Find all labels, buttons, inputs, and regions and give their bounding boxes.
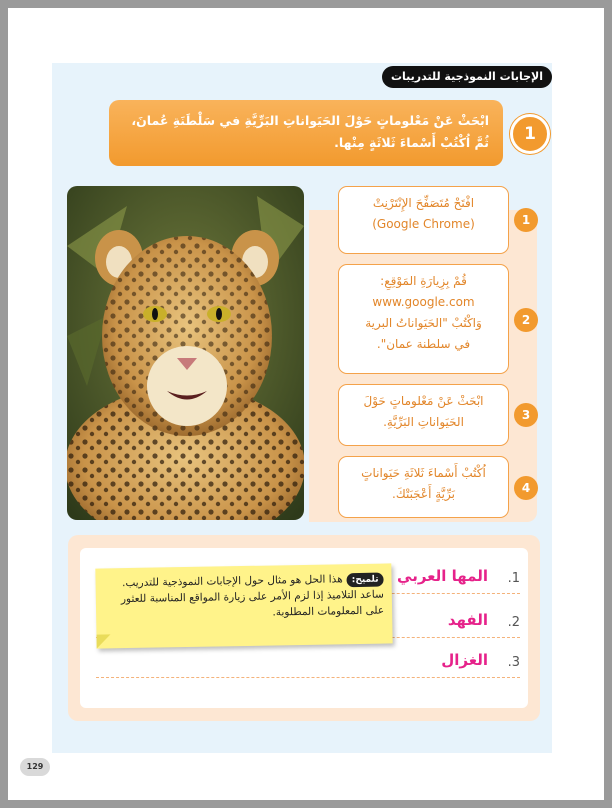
step-card-4 <box>338 456 509 518</box>
step-2-line3: وَاكْتُبْ "الحَيَواناتُ البرية <box>365 316 482 330</box>
step-1-line2: (Google Chrome) <box>372 217 475 231</box>
step-number-3: 3 <box>514 403 538 427</box>
step-4-line1: اُكْتُبْ أَسْماءَ ثَلاثَةِ حَيَواناتٍ <box>361 466 486 480</box>
step-number-4: 4 <box>514 476 538 500</box>
step-2-line1: قُمْ بِزِيارَةِ المَوْقِعِ: <box>380 274 467 288</box>
page-number: 129 <box>20 758 50 776</box>
hint-line-2: ساعد التلاميذ إذا لزم الأمر على زيارة المواقع المناسبة للعثور <box>120 588 384 606</box>
leopard-photo <box>67 186 304 520</box>
answer-text-2: الفهد <box>447 611 488 629</box>
hint-line-1: هذا الحل هو مثال حول الإجابات النموذجية للتدريب. <box>121 573 343 590</box>
answer-index-2: .2 <box>507 615 520 630</box>
step-2-url: www.google.com <box>372 295 475 309</box>
task-instruction: ابْحَثْ عَنْ مَعْلوماتٍ حَوْلَ الحَيَواناتِ البَرِّيَّةِ في سَلْطَنَةِ عُمانَ، ثُمَّ اُكْتُبْ أَسْماءَ ثَلاثَةٍ مِنْها. <box>109 100 503 166</box>
hint-tag: تلميح: <box>347 573 384 588</box>
step-number-2: 2 <box>514 308 538 332</box>
step-4-line2: بَرِّيَّةٍ أَعْجَبَتْكَ. <box>392 487 455 501</box>
step-2-line4: في سلطنة عمان". <box>376 337 471 351</box>
answer-index-1: .1 <box>507 571 520 586</box>
answer-row-3 <box>96 651 520 678</box>
leopard-image <box>67 186 304 520</box>
answer-text-3: الغزال <box>441 651 488 669</box>
step-card-1 <box>338 186 509 254</box>
step-card-2 <box>338 264 509 374</box>
hint-sticky-note <box>95 563 392 648</box>
hint-line-3: على المعلومات المطلوبة. <box>272 604 385 619</box>
section-title: الإجابات النموذجية للتدريبات <box>382 66 552 88</box>
step-number-1: 1 <box>514 208 538 232</box>
step-card-3 <box>338 384 509 446</box>
answer-index-3: .3 <box>507 655 520 670</box>
answer-text-1: المها العربي <box>397 567 488 585</box>
note-fold-corner <box>96 634 110 648</box>
step-3-line1: ابْحَثْ عَنْ مَعْلوماتٍ حَوْلَ <box>363 394 484 408</box>
task-number-badge: 1 <box>510 114 550 154</box>
step-1-line1: افْتَحْ مُتَصَفِّحَ الإِنْتَرْنِتْ <box>372 196 475 210</box>
step-3-line2: الحَيَواناتِ البَرِّيَّةِ. <box>383 415 464 429</box>
